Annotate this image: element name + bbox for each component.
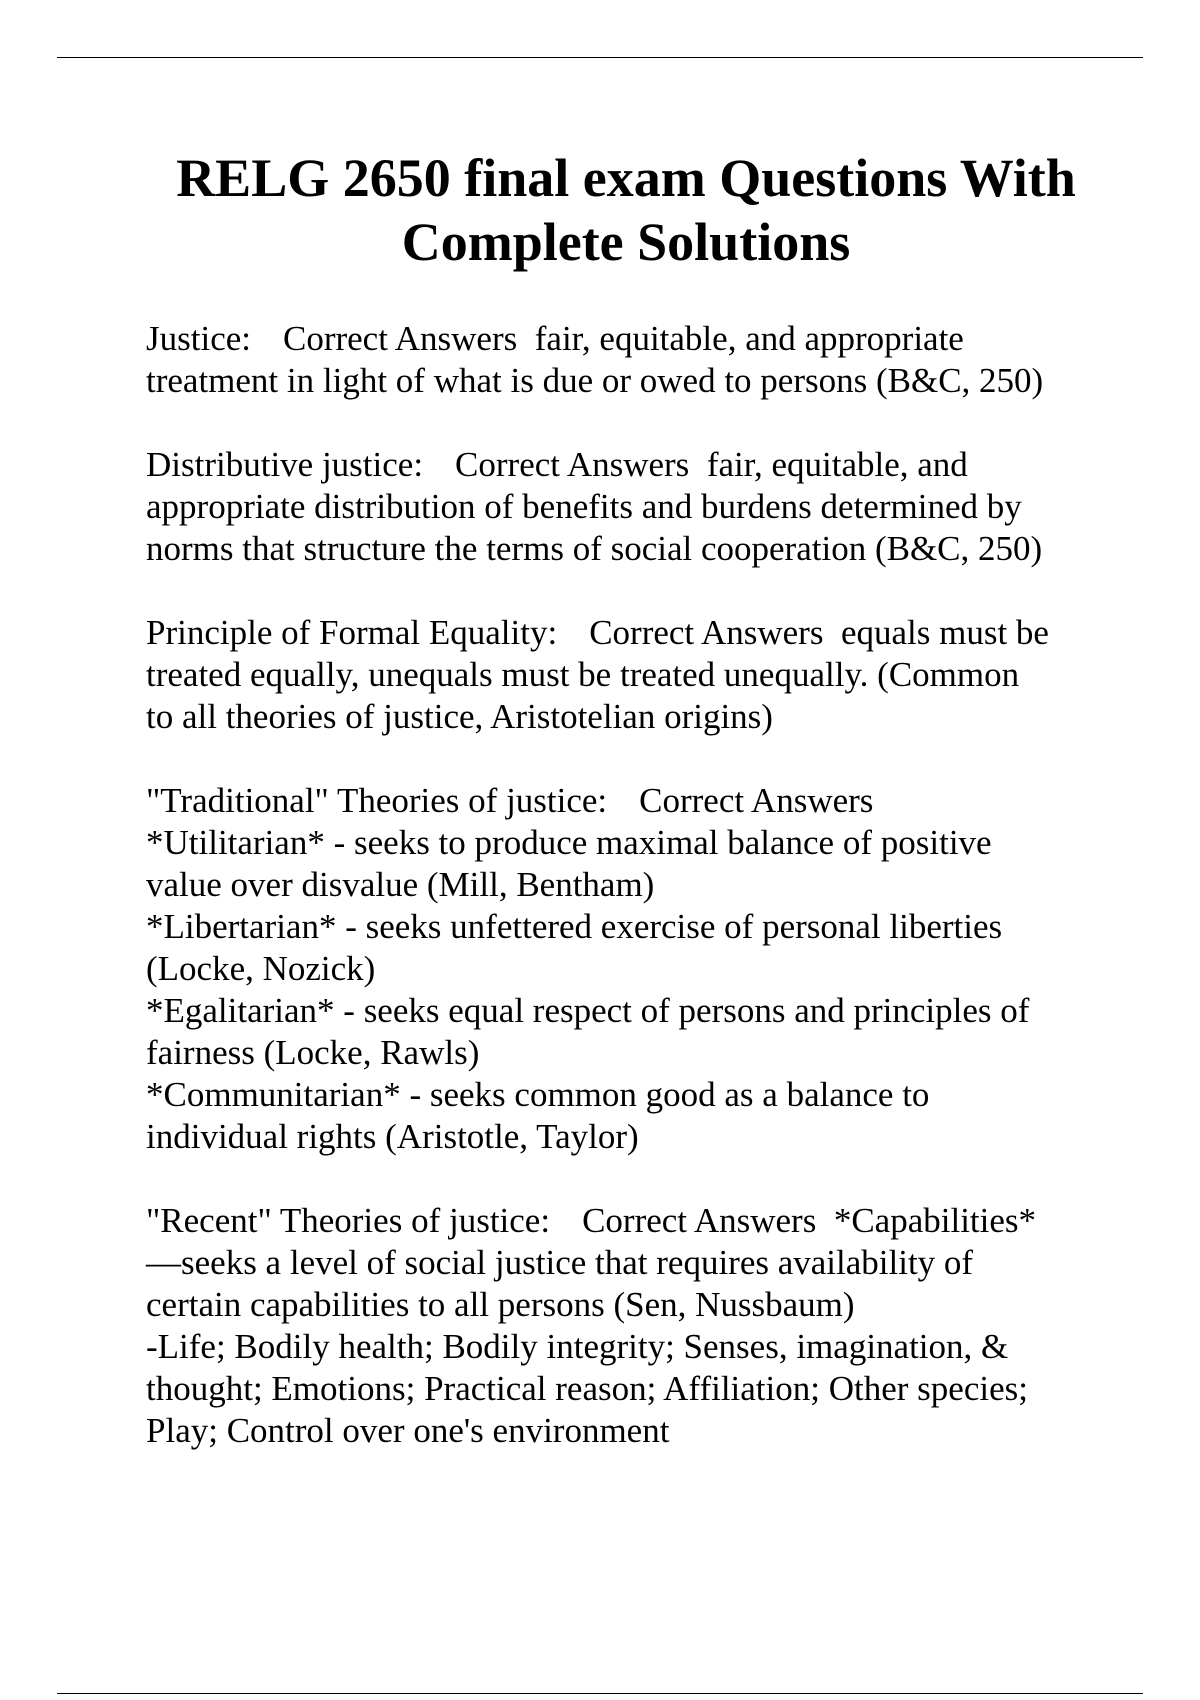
qa-term: Justice: xyxy=(146,319,251,358)
document-title xyxy=(146,146,1106,274)
correct-answers-label: Correct Answers xyxy=(639,781,874,820)
qa-answer-line: *Egalitarian* - seeks equal respect of persons and principles of xyxy=(146,991,1030,1030)
qa-term: "Traditional" Theories of justice: xyxy=(146,781,608,820)
qa-answer-line: —seeks a level of social justice that requires availability of xyxy=(146,1243,974,1282)
qa-term: Distributive justice: xyxy=(146,445,424,484)
correct-answers-label: Correct Answers xyxy=(282,319,518,358)
qa-term: Principle of Formal Equality: xyxy=(146,613,558,652)
qa-first-line xyxy=(146,1200,1106,1242)
qa-answer-line: fairness (Locke, Rawls) xyxy=(146,1033,480,1072)
document-body xyxy=(146,146,1106,1494)
qa-answer-line: individual rights (Aristotle, Taylor) xyxy=(146,1117,639,1156)
qa-term: "Recent" Theories of justice: xyxy=(146,1201,551,1240)
qa-answer-line: -Life; Bodily health; Bodily integrity; Senses, imagination, & xyxy=(146,1327,1009,1366)
qa-first-line xyxy=(146,444,1106,486)
qa-entry-distributive-justice xyxy=(146,444,1106,570)
title-line: RELG 2650 final exam Questions With xyxy=(176,148,1076,208)
qa-answer-start: fair, equitable, and xyxy=(706,445,968,484)
correct-answers-label: Correct Answers xyxy=(582,1201,817,1240)
qa-entry-justice xyxy=(146,318,1106,402)
qa-answer-line: to all theories of justice, Aristotelian origins) xyxy=(146,697,773,736)
correct-answers-label: Correct Answers xyxy=(455,445,690,484)
qa-answer-line: norms that structure the terms of social cooperation (B&C, 250) xyxy=(146,529,1043,568)
qa-answer-line: treated equally, unequals must be treated unequally. (Common xyxy=(146,655,1020,694)
qa-answer-line: certain capabilities to all persons (Sen, Nussbaum) xyxy=(146,1285,855,1324)
qa-answer-line: value over disvalue (Mill, Bentham) xyxy=(146,865,655,904)
qa-entry-traditional-theories xyxy=(146,780,1106,1158)
qa-entry-recent-theories xyxy=(146,1200,1106,1452)
qa-answer-start: fair, equitable, and appropriate xyxy=(534,319,964,358)
qa-first-line xyxy=(146,612,1106,654)
qa-answer-line: thought; Emotions; Practical reason; Affiliation; Other species; xyxy=(146,1369,1028,1408)
qa-answer-line: appropriate distribution of benefits and burdens determined by xyxy=(146,487,1022,526)
qa-answer-line: *Libertarian* - seeks unfettered exercise of personal liberties xyxy=(146,907,1003,946)
qa-answer-line: *Utilitarian* - seeks to produce maximal balance of positive xyxy=(146,823,992,862)
qa-entry-formal-equality xyxy=(146,612,1106,738)
qa-first-line xyxy=(146,780,1106,822)
qa-answer-line: *Communitarian* - seeks common good as a balance to xyxy=(146,1075,930,1114)
qa-answer-line: (Locke, Nozick) xyxy=(146,949,376,988)
qa-answer-start: equals must be xyxy=(840,613,1049,652)
qa-answer-line: Play; Control over one's environment xyxy=(146,1411,670,1450)
qa-first-line xyxy=(146,318,1106,360)
title-line: Complete Solutions xyxy=(401,212,851,272)
correct-answers-label: Correct Answers xyxy=(589,613,824,652)
top-rule xyxy=(57,57,1143,58)
bottom-rule xyxy=(57,1693,1143,1694)
qa-answer-start: *Capabilities* xyxy=(833,1201,1037,1240)
qa-answer-line: treatment in light of what is due or owed to persons (B&C, 250) xyxy=(146,361,1044,400)
